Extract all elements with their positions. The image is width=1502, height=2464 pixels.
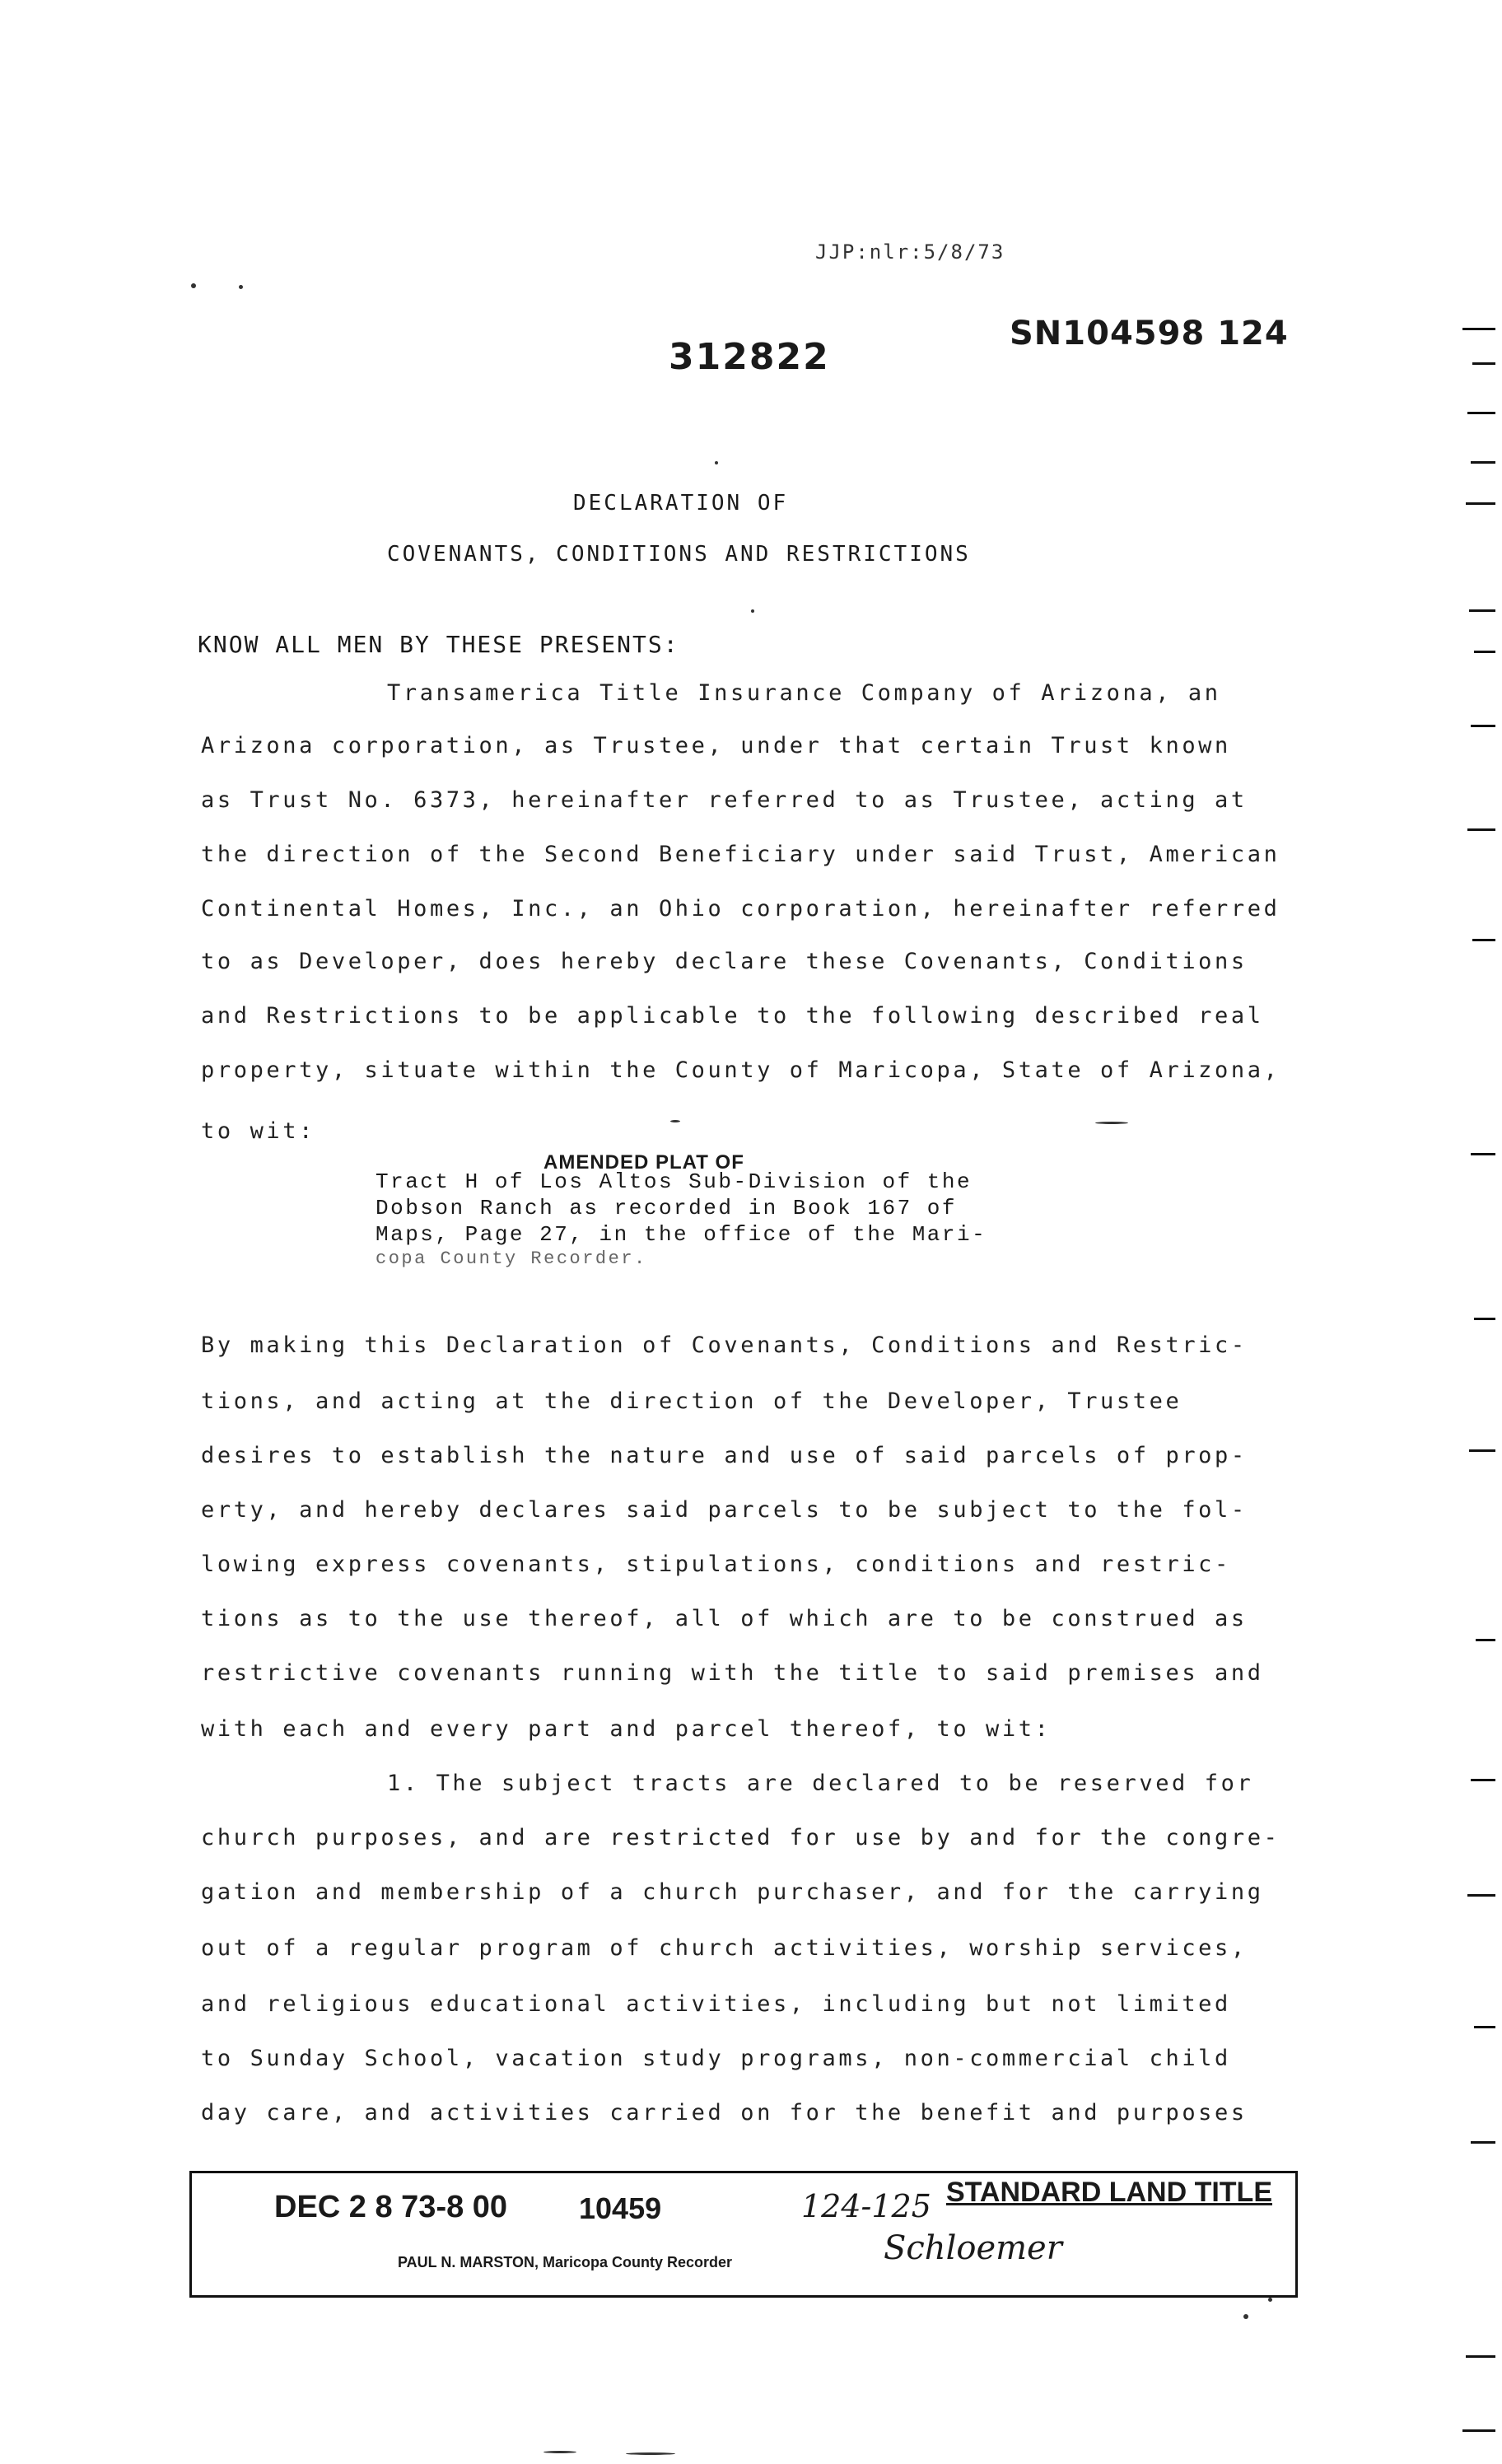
text-line: property, situate within the County of Maricopa, State of Arizona, xyxy=(201,1057,1280,1083)
speck xyxy=(670,1120,680,1122)
recording-page: 124-125 xyxy=(801,2188,931,2224)
speck xyxy=(191,283,196,288)
margin-mark xyxy=(1471,1779,1495,1781)
speck xyxy=(239,285,243,289)
text-line: tions, and acting at the direction of the Developer, Trustee xyxy=(201,1388,1182,1414)
legal-line: copa County Recorder. xyxy=(376,1248,647,1269)
text-line: lowing express covenants, stipulations, conditions and restric- xyxy=(201,1552,1231,1577)
margin-mark xyxy=(1471,2141,1495,2144)
text-line: By making this Declaration of Covenants, Conditions and Restric- xyxy=(201,1332,1248,1358)
document-title-line2: COVENANTS, CONDITIONS AND RESTRICTIONS xyxy=(387,542,971,567)
reference-initials: JJP:nlr:5/8/73 xyxy=(815,240,1005,264)
margin-mark xyxy=(1466,2355,1495,2358)
text-line: out of a regular program of church activities, worship services, xyxy=(201,1935,1248,1961)
text-line: Arizona corporation, as Trustee, under that certain Trust known xyxy=(201,733,1231,758)
speck xyxy=(626,2452,675,2455)
speck xyxy=(751,609,754,613)
text-line: to Sunday School, vacation study programs, non-commercial child xyxy=(201,2046,1231,2071)
margin-mark xyxy=(1471,461,1495,464)
margin-mark xyxy=(1471,725,1495,727)
margin-mark xyxy=(1476,1639,1495,1641)
title-company: STANDARD LAND TITLE xyxy=(946,2177,1272,2208)
margin-mark xyxy=(1474,2026,1495,2028)
text-line: as Trust No. 6373, hereinafter referred to as Trustee, acting at xyxy=(201,787,1248,813)
text-line: Continental Homes, Inc., an Ohio corporation, hereinafter referred xyxy=(201,896,1280,922)
margin-mark xyxy=(1469,609,1495,612)
text-line: desires to establish the nature and use of said parcels of prop- xyxy=(201,1443,1248,1468)
legal-line: Tract H of Los Altos Sub-Division of the xyxy=(376,1169,973,1194)
text-line: day care, and activities carried on for the benefit and purposes xyxy=(201,2100,1248,2126)
margin-mark xyxy=(1467,412,1495,414)
margin-mark xyxy=(1466,502,1495,505)
margin-mark xyxy=(1472,939,1495,941)
text-line: Transamerica Title Insurance Company of Arizona, an xyxy=(387,680,1221,706)
text-line: restrictive covenants running with the title to said premises and xyxy=(201,1660,1264,1686)
speck xyxy=(1268,2298,1272,2302)
speck xyxy=(1095,1122,1128,1124)
text-line: church purposes, and are restricted for use by and for the congre- xyxy=(201,1825,1280,1850)
text-line: and Restrictions to be applicable to the following described real xyxy=(201,1003,1264,1029)
margin-mark xyxy=(1462,328,1495,330)
speck xyxy=(543,2451,576,2453)
record-number: SN104598 124 xyxy=(1010,315,1289,352)
text-line: gation and membership of a church purchaser, and for the carrying xyxy=(201,1879,1264,1905)
margin-mark xyxy=(1462,2429,1495,2432)
handwritten-signature: Schloemer xyxy=(884,2229,1062,2267)
recording-stamp xyxy=(189,2171,1298,2298)
recording-book: 10459 xyxy=(579,2191,662,2225)
margin-mark xyxy=(1471,1153,1495,1155)
county-recorder: PAUL N. MARSTON, Maricopa County Recorder xyxy=(398,2254,733,2270)
text-line: with each and every part and parcel thereof, to wit: xyxy=(201,1716,1052,1742)
text-line: 1. The subject tracts are declared to be reserved for xyxy=(387,1771,1254,1796)
margin-mark xyxy=(1469,1449,1495,1452)
speck xyxy=(715,461,718,464)
margin-mark xyxy=(1474,1318,1495,1320)
margin-mark xyxy=(1474,651,1495,653)
document-title-line1: DECLARATION OF xyxy=(573,491,789,516)
text-line: tions as to the use thereof, all of which are to be construed as xyxy=(201,1606,1248,1631)
margin-mark xyxy=(1467,1894,1495,1897)
legal-line: Maps, Page 27, in the office of the Mari- xyxy=(376,1222,987,1247)
text-line: to wit: xyxy=(201,1118,315,1144)
opening-phrase: KNOW ALL MEN BY THESE PRESENTS: xyxy=(198,631,679,658)
margin-mark xyxy=(1467,828,1495,831)
document-number: 312822 xyxy=(669,336,830,378)
legal-line: Dobson Ranch as recorded in Book 167 of xyxy=(376,1196,957,1220)
margin-mark xyxy=(1472,362,1495,365)
text-line: and religious educational activities, including but not limited xyxy=(201,1991,1231,2017)
speck xyxy=(1243,2314,1248,2319)
recording-date: DEC 2 8 73-8 00 xyxy=(274,2190,508,2224)
text-line: erty, and hereby declares said parcels to be subject to the fol- xyxy=(201,1497,1248,1523)
legal-heading: AMENDED PLAT OF xyxy=(543,1151,744,1174)
text-line: the direction of the Second Beneficiary under said Trust, American xyxy=(201,842,1280,867)
text-line: to as Developer, does hereby declare these Covenants, Conditions xyxy=(201,949,1248,974)
